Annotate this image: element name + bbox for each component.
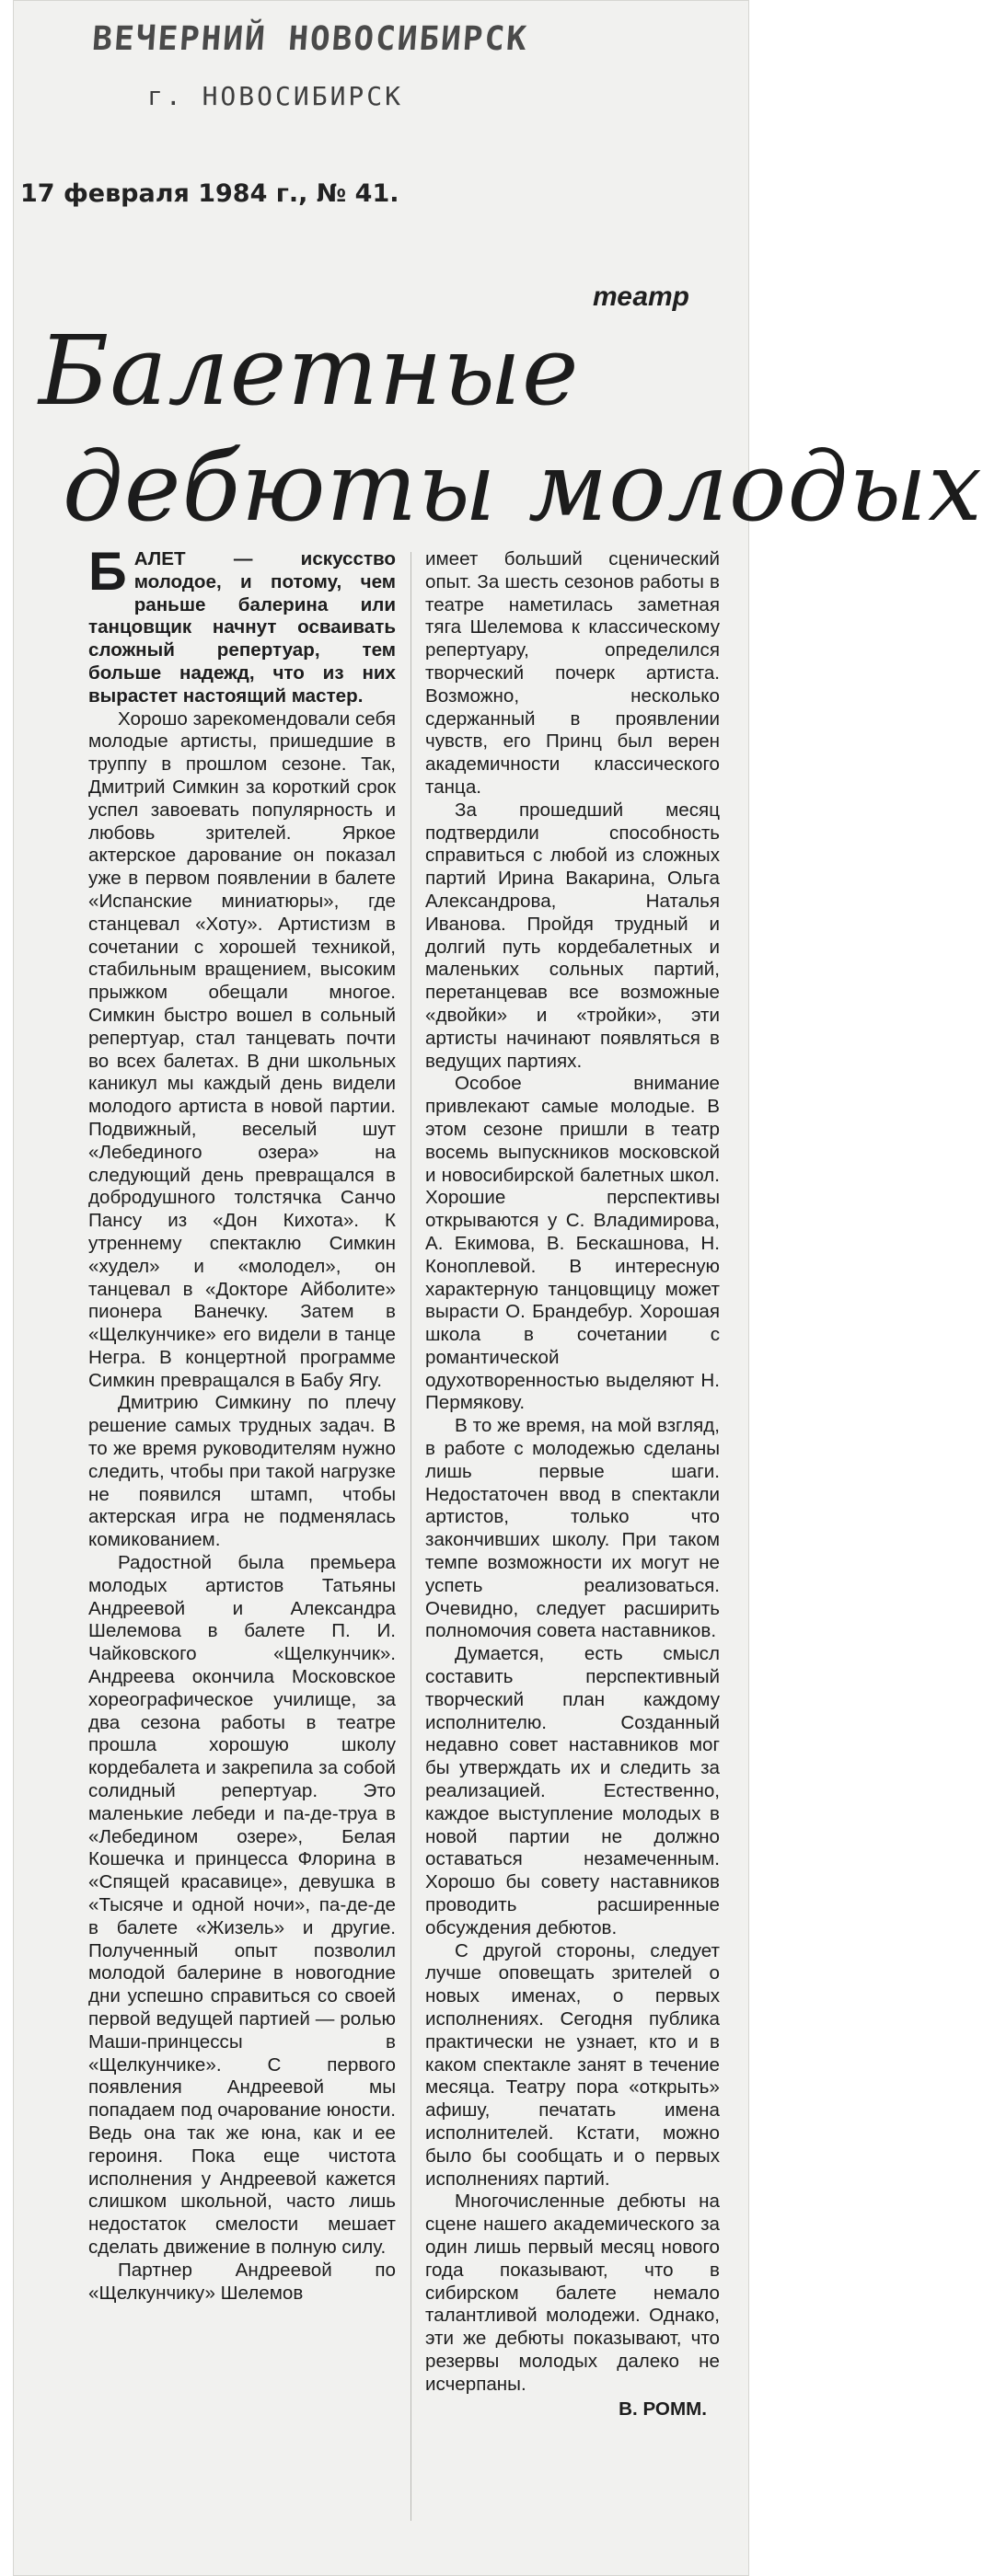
paragraph: Особое внимание привлекают самые молодые. В этом сезоне пришли в театр восемь выпускников московской и новосибирской балетных школ. Хорошие перспективы открываются у С. Владимирова, А. Екимова, В. Бескашнова, Н. Коноплевой. В интересную характерную танцовщицу может вырасти О. Брандебур. Хорошая школа в сочетании с романтической одухотворенностью выделяют Н. Пермякову. xyxy=(425,1073,720,1414)
paragraph: Дмитрию Симкину по плечу решение самых трудных задач. В то же время руководителям нужно следить, чтобы при такой нагрузке не появился штамп, чтобы актерская игра не подменялась комикованием. xyxy=(88,1392,396,1551)
author-signature: В. РОММ. xyxy=(619,2398,707,2420)
article-column-2 xyxy=(425,548,720,2421)
paragraph: имеет больший сценический опыт. За шесть сезонов работы в театре наметилась заметная тяга Шелемова к классическому репертуару, определился творческий почерк артиста. Возможно, несколько сдержанный в проявлении чувств, его Принц был верен академичности классического танца. xyxy=(425,548,720,798)
paragraph: Многочисленные дебюты на сцене нашего академического за один лишь первый месяц нового года показывают, что в сибирском балете немало талантливой молодежи. Однако, эти же дебюты показывают, что резервы молодых далеко не исчерпаны. xyxy=(425,2191,720,2395)
article-column-1 xyxy=(88,542,396,2305)
article-title-line-2: дебюты молодых xyxy=(63,431,983,543)
issue-dateline: 17 февраля 1984 г., № 41. xyxy=(20,179,399,208)
paragraph: В то же время, на мой взгляд, в работе с молодежью сделаны лишь первые шаги. Недостаточен ввод в спектакли артистов, только что закончивших школу. При таком темпе возможности их могут не успеть реализоваться. Очевидно, следует расширить полномочия совета наставников. xyxy=(425,1415,720,1642)
paragraph: С другой стороны, следует лучше оповещать зрителей о новых именах, о первых исполнениях. Сегодня публика практически не узнает, кто и в каком спектакле занят в течение месяца. Театру пора «открыть» афишу, печатать имена исполнителей. Кстати, можно было бы сообщать и о первых исполнениях партий. xyxy=(425,1939,720,2190)
article-lead-paragraph xyxy=(88,542,396,708)
article-title-line-1: Балетные xyxy=(39,315,580,427)
paragraph: Партнер Андреевой по «Щелкунчику» Шелемов xyxy=(88,2259,396,2304)
article-title xyxy=(39,313,983,545)
paragraph: Радостной была премьера молодых артистов Татьяны Андреевой и Александра Шелемова в балете П. И. Чайковского «Щелкунчик». Андреева окончила Московское хореографическое училище, за два сезона работы в театре прошла хорошую школу кордебалета и закрепила за собой солидный репертуар. Это маленькие лебеди и па-де-труа в «Лебедином озере», Белая Кошечка и принцесса Флорина в «Спящей красавице», девушка в «Тысяче и одной ночи», па-де-де в балете «Жизель» и другие. Полученный опыт позволил молодой балерине в новогодние дни успешно справиться со своей первой ведущей партией — ролью Маши-принцессы в «Щелкунчике». С первого появления Андреевой мы попадаем под очарование юности. Ведь она так же юна, как и ее героиня. Пока еще чистота исполнения у Андреевой кажется слишком школьной, часто лишь недостаток смелости мешает сделать движение в полную силу. xyxy=(88,1552,396,2258)
lead-text: АЛЕТ — искусство молодое, и потому, чем раньше балерина или танцовщик начнут осваивать сложный репертуар, тем больше надежд, что из них вырастет настоящий мастер. xyxy=(88,548,396,707)
drop-cap: Б xyxy=(88,542,127,602)
paragraph: Хорошо зарекомендовали себя молодые артисты, пришедшие в труппу в прошлом сезоне. Так, Дмитрий Симкин за короткий срок успел завоевать популярность и любовь зрителей. Яркое актерское дарование он показал уже в первом появлении в балете «Испанские миниатюры», где станцевал «Хоту». Артистизм в сочетании с хорошей техникой, стабильным вращением, высоким прыжком обещали многое. Симкин быстро вошел в сольный репертуар, стал танцевать почти во всех балетах. В дни школьных каникул мы каждый день видели молодого артиста в новой партии. Подвижный, веселый шут «Лебединого озера» на следующий день превращался в добродушного толстячка Санчо Пансу из «Дон Кихота». К утреннему спектаклю Симкин «худел» и «молодел», он танцевал в «Докторе Айболите» пионера Ванечку. Затем в «Щелкунчике» его видели в танце Негра. В концертной программе Симкин превращался в Бабу Ягу. xyxy=(88,707,396,1391)
section-rubric: театр xyxy=(592,282,689,312)
paragraph: Думается, есть смысл составить перспективный творческий план каждому исполнителю. Созданный недавно совет наставников мог бы утверждать их и следить за реализацией. Естественно, каждое выступление молодых в новой партии не должно оставаться незамеченным. Хорошо бы совету наставников проводить расширенные обсуждения дебютов. xyxy=(425,1643,720,1938)
paragraph: За прошедший месяц подтвердили способность справиться с любой из сложных партий Ирина Вакарина, Ольга Александрова, Наталья Иванова. Пройдя трудный и долгий путь кордебалетных и маленьких сольных партий, перетанцевав все возможные «двойки» и «тройки», эти артисты начинают появляться в ведущих партиях. xyxy=(425,799,720,1072)
newspaper-stamp-title: ВЕЧЕРНИЙ НОВОСИБИРСК xyxy=(90,20,530,58)
newspaper-stamp-city: г. НОВОСИБИРСК xyxy=(147,81,404,111)
